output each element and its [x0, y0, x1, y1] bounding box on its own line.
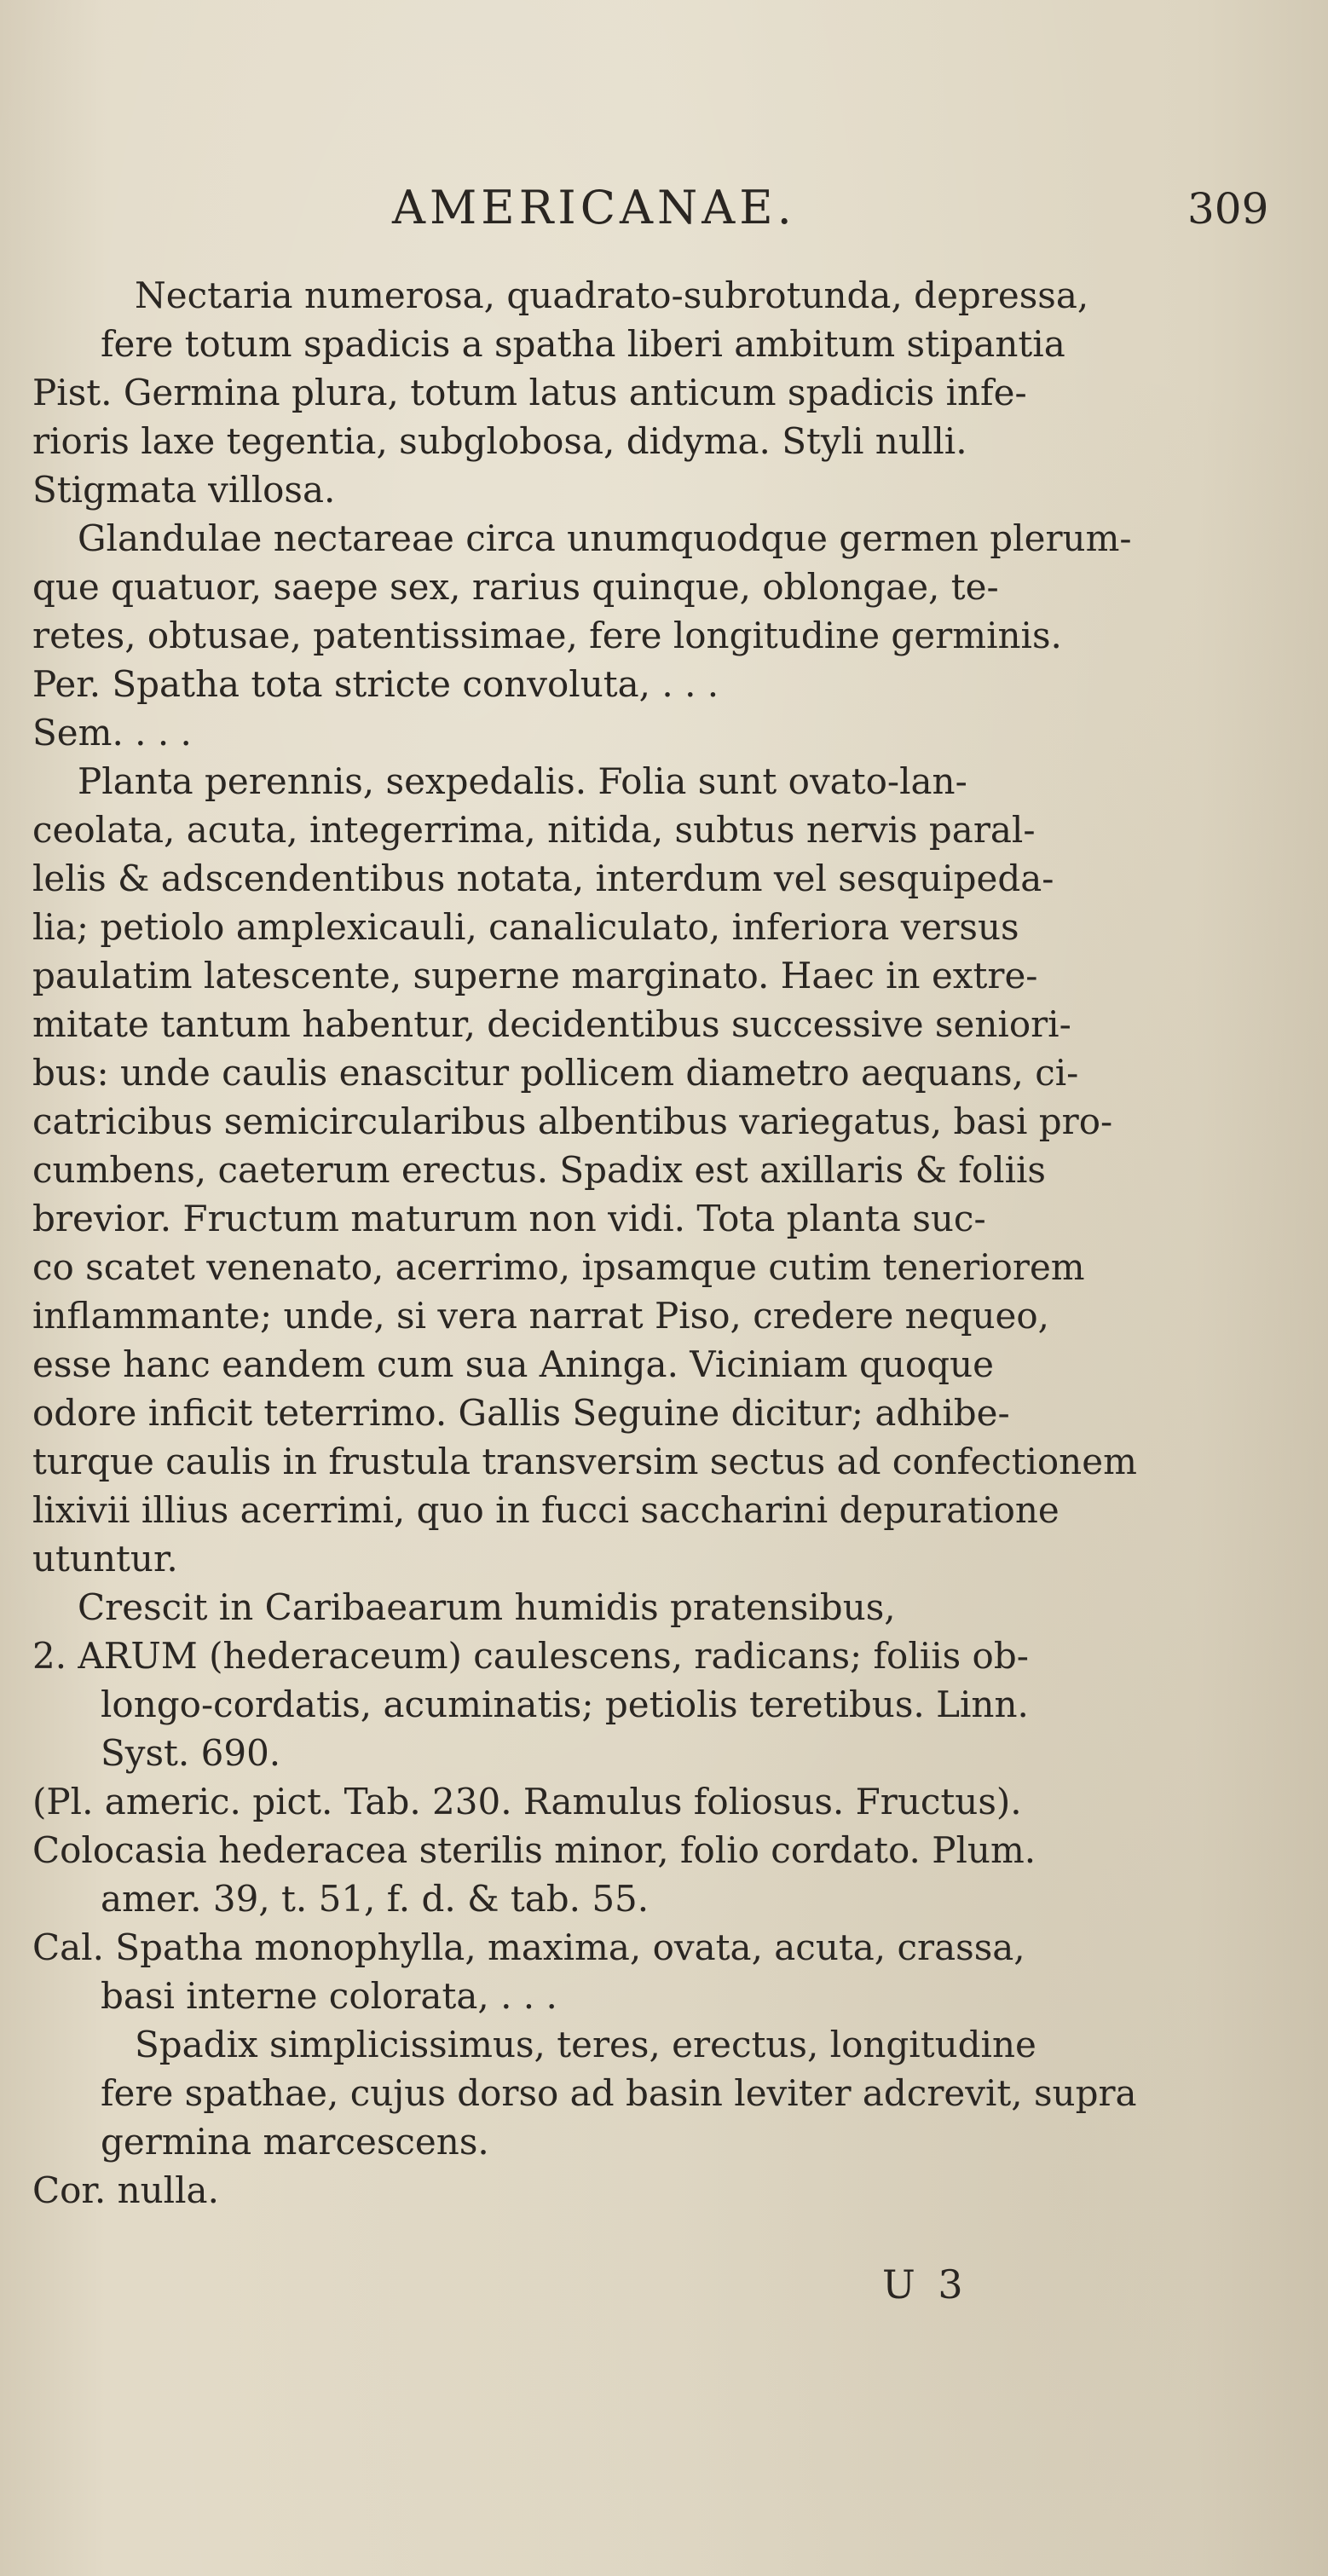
text-line: fere spathae, cujus dorso ad basin leviter adcrevit, supra [101, 2072, 1137, 2114]
page-header [0, 181, 1328, 249]
text-line: lelis & adscendentibus notata, interdum vel sesquipeda- [32, 858, 1054, 899]
text-line: brevior. Fructum maturum non vidi. Tota planta suc- [32, 1198, 986, 1239]
text-line: odore inficit teterrimo. Gallis Seguine dicitur; adhibe- [32, 1392, 1010, 1434]
text-line: utuntur. [32, 1538, 178, 1580]
text-line: catricibus semicircularibus albentibus variegatus, basi pro- [32, 1100, 1113, 1142]
text-line: bus: unde caulis enascitur pollicem diametro aequans, ci- [32, 1052, 1079, 1094]
text-line: rioris laxe tegentia, subglobosa, didyma. Styli nulli. [32, 420, 967, 462]
text-line: co scatet venenato, acerrimo, ipsamque cutim teneriorem [32, 1246, 1085, 1288]
text-line: turque caulis in frustula transversim sectus ad confectionem [32, 1441, 1137, 1482]
text-line: lia; petiolo amplexicauli, canaliculato, inferiora versus [32, 906, 1019, 948]
text-line: Cor. nulla. [32, 2169, 219, 2211]
text-line: Glandulae nectareae circa unumquodque germen plerum- [78, 517, 1132, 559]
text-line: Crescit in Caribaearum humidis pratensibus, [78, 1586, 896, 1628]
text-line: Planta perennis, sexpedalis. Folia sunt ovato-lan- [78, 760, 967, 802]
text-line: fere totum spadicis a spatha liberi ambitum stipantia [101, 323, 1065, 365]
text-line: retes, obtusae, patentissimae, fere longitudine germinis. [32, 615, 1062, 656]
text-line: Per. Spatha tota stricte convoluta, . . . [32, 663, 719, 705]
text-line: germina marcescens. [101, 2121, 489, 2163]
text-line: Spadix simplicissimus, teres, erectus, longitudine [135, 2024, 1036, 2065]
text-line: paulatim latescente, superne marginato. Haec in extre- [32, 955, 1038, 996]
body-text [32, 271, 1301, 2215]
text-line: que quatuor, saepe sex, rarius quinque, oblongae, te- [32, 566, 999, 608]
text-line: inflammante; unde, si vera narrat Piso, credere nequeo, [32, 1295, 1050, 1337]
signature-mark: U 3 [882, 2261, 968, 2307]
text-line: 2. ARUM (hederaceum) caulescens, radicans; foliis ob- [32, 1635, 1029, 1677]
text-line: Pist. Germina plura, totum latus anticum spadicis infe- [32, 372, 1027, 413]
text-line: mitate tantum habentur, decidentibus successive seniori- [32, 1003, 1071, 1045]
text-line: ceolata, acuta, integerrima, nitida, subtus nervis paral- [32, 809, 1036, 851]
text-line: Colocasia hederacea sterilis minor, folio cordato. Plum. [32, 1829, 1036, 1871]
running-title: AMERICANAE. [392, 181, 796, 234]
text-line: Cal. Spatha monophylla, maxima, ovata, acuta, crassa, [32, 1926, 1025, 1968]
text-line: basi interne colorata, . . . [101, 1975, 557, 2017]
text-line: Nectaria numerosa, quadrato-subrotunda, depressa, [135, 274, 1089, 316]
text-line: amer. 39, t. 51, f. d. & tab. 55. [101, 1878, 650, 1920]
text-line: longo-cordatis, acuminatis; petiolis teretibus. Linn. [101, 1684, 1029, 1725]
text-line: (Pl. americ. pict. Tab. 230. Ramulus foliosus. Fructus). [32, 1781, 1022, 1822]
text-line: lixivii illius acerrimi, quo in fucci saccharini depuratione [32, 1489, 1060, 1531]
text-line: Sem. . . . [32, 712, 192, 754]
text-line: Syst. 690. [101, 1732, 281, 1774]
text-line: cumbens, caeterum erectus. Spadix est axillaris & foliis [32, 1149, 1046, 1191]
text-line: esse hanc eandem cum sua Aninga. Viciniam quoque [32, 1343, 994, 1385]
page-number: 309 [1187, 184, 1269, 234]
text-line: Stigmata villosa. [32, 469, 336, 511]
